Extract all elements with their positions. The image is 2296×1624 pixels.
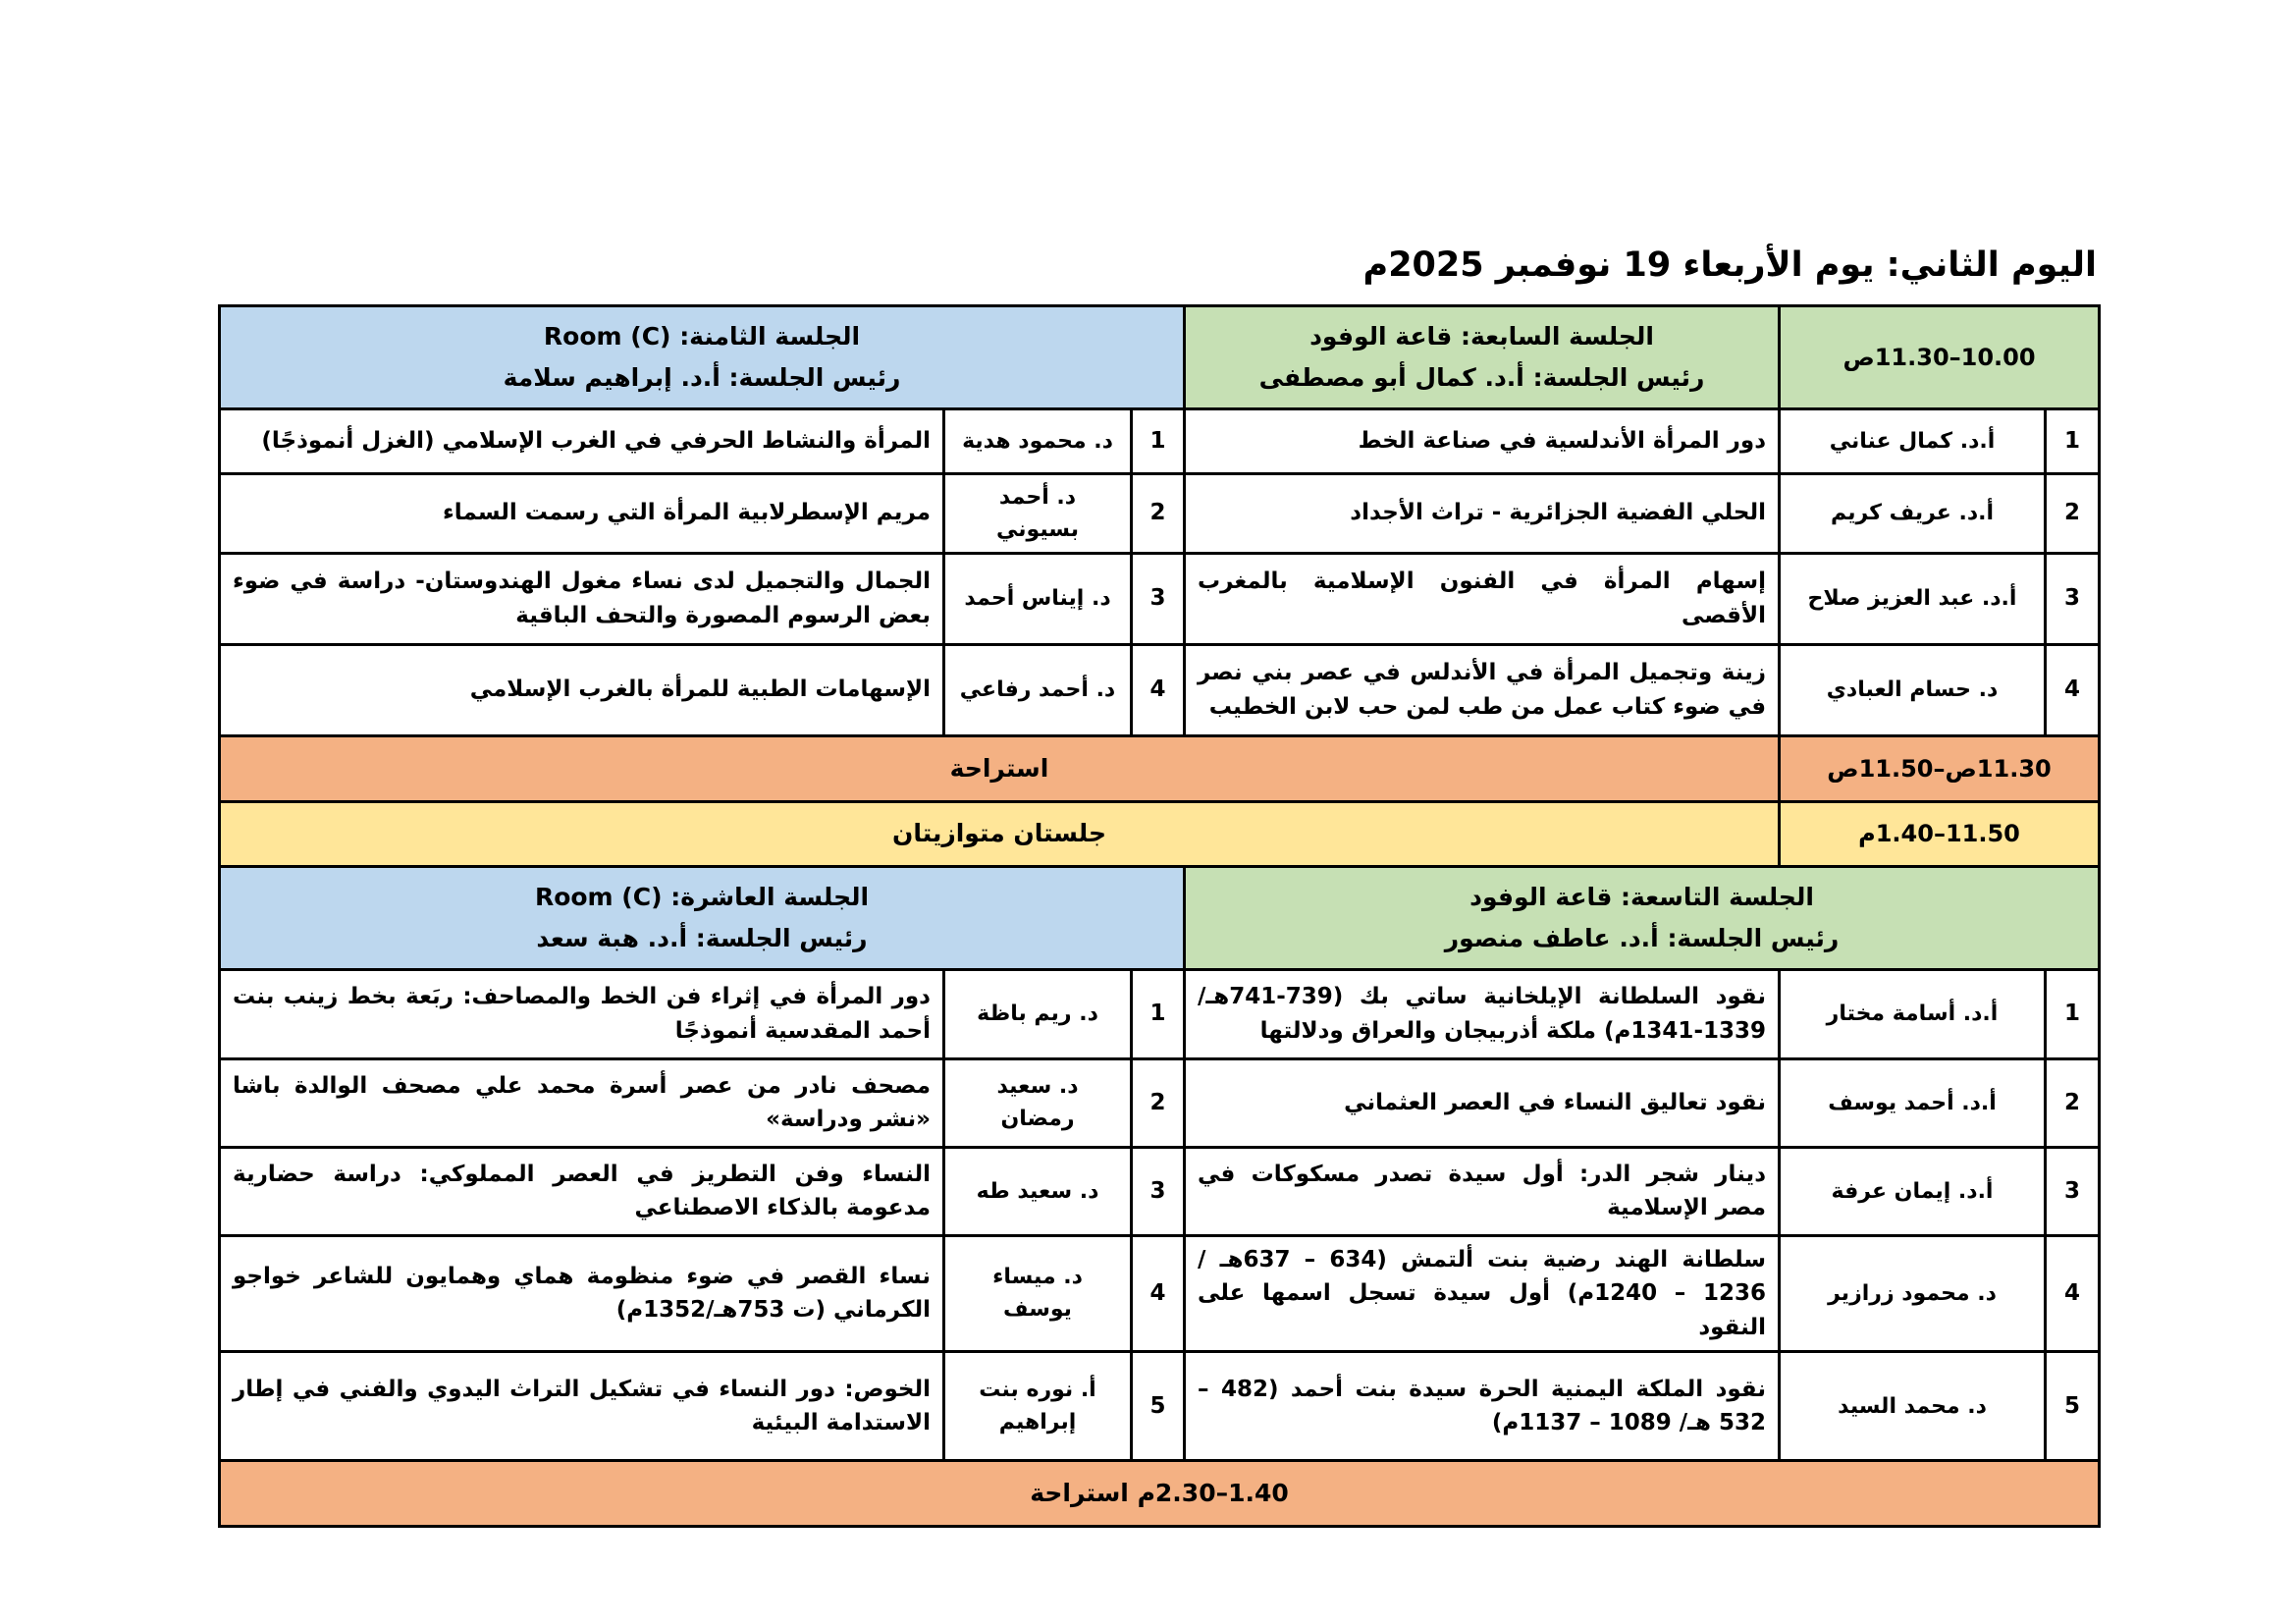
schedule-row bbox=[221, 971, 2098, 1060]
row-number: 1 bbox=[2044, 410, 2098, 472]
session-7-header bbox=[1183, 307, 1778, 407]
schedule-row bbox=[221, 555, 2098, 646]
speaker-name: د. محمود هدية bbox=[942, 410, 1130, 472]
paper-title: نقود السلطانة الإيلخانية ساتي بك (739-741هـ/ 1339-1341م) ملكة أذربيجان والعراق ودلالتها bbox=[1183, 971, 1778, 1057]
paper-title: مصحف نادر من عصر أسرة محمد علي مصحف الوالدة باشا «نشر ودراسة» bbox=[233, 1072, 931, 1132]
schedule-row bbox=[221, 410, 2098, 475]
schedule-row bbox=[221, 1149, 2098, 1237]
speaker-name: أ.د. كمال عناني bbox=[1778, 410, 2044, 472]
speaker-name: د. إيناس أحمد bbox=[942, 555, 1130, 643]
speaker-name: أ.د. إيمان عرفة bbox=[1778, 1149, 2044, 1234]
speaker-name: د. محمود زرازير bbox=[1778, 1237, 2044, 1351]
break-row-2 bbox=[221, 1462, 2098, 1525]
page-title: اليوم الثاني: يوم الأربعاء 19 نوفمبر 2025م bbox=[1362, 245, 2097, 285]
speaker-name: أ.د. عبد العزيز صلاح bbox=[1778, 555, 2044, 643]
row-number: 3 bbox=[2044, 1149, 2098, 1234]
row-number: 2 bbox=[1130, 1060, 1183, 1146]
paper-title: إسهام المرأة في الفنون الإسلامية بالمغرب الأقصى bbox=[1183, 555, 1778, 643]
speaker-name: د. أحمد رفاعي bbox=[942, 646, 1130, 734]
paper-title: نقود الملكة اليمنية الحرة سيدة بنت أحمد (482 – 532 هـ/ 1089 – 1137م) bbox=[1183, 1353, 1778, 1459]
session-10-title: الجلسة العاشرة: Room (C) bbox=[534, 882, 870, 911]
session-7-title: الجلسة السابعة: قاعة الوفود bbox=[1309, 321, 1654, 351]
paper-title: النساء وفن التطريز في العصر المملوكي: دراسة حضارية مدعومة بالذكاء الاصطناعي bbox=[233, 1161, 931, 1220]
row-number: 2 bbox=[2044, 1060, 2098, 1146]
row-number: 4 bbox=[1130, 646, 1183, 734]
session-7-chair: رئيس الجلسة: أ.د. كمال أبو مصطفى bbox=[1258, 363, 1705, 392]
break-2-label: 1.40–2.30م استراحة bbox=[221, 1462, 2098, 1525]
speaker-name: د. سعيد رمضان bbox=[942, 1060, 1130, 1146]
row-number: 3 bbox=[1130, 1149, 1183, 1234]
paper-title: نقود تعاليق النساء في العصر العثماني bbox=[1183, 1060, 1778, 1146]
speaker-name: أ.د. عريف كريم bbox=[1778, 475, 2044, 552]
paper-title: الجمال والتجميل لدى نساء مغول الهندوستان- دراسة في ضوء بعض الرسوم المصورة والتحف الباقية bbox=[233, 568, 931, 628]
parallel-sessions-row bbox=[221, 803, 2098, 868]
speaker-name: د. محمد السيد bbox=[1778, 1353, 2044, 1459]
schedule-table bbox=[218, 304, 2101, 1529]
row-number: 2 bbox=[1130, 475, 1183, 552]
row-number: 2 bbox=[2044, 475, 2098, 552]
row-number: 3 bbox=[1130, 555, 1183, 643]
row-number: 3 bbox=[2044, 555, 2098, 643]
time-cell-morning: 10.00–11.30ص bbox=[1778, 307, 2098, 407]
session-10-header bbox=[221, 868, 1183, 968]
row-number: 4 bbox=[2044, 646, 2098, 734]
session-9-title: الجلسة التاسعة: قاعة الوفود bbox=[1469, 882, 1814, 911]
break-row-1 bbox=[221, 737, 2098, 803]
session-9-header bbox=[1183, 868, 2098, 968]
paper-title: سلطانة الهند رضية بنت ألتمش (634 – 637هـ / 1236 – 1240م) أول سيدة تسجل اسمها على النقود bbox=[1183, 1237, 1778, 1351]
paper-title: الإسهامات الطبية للمرأة بالغرب الإسلامي bbox=[469, 677, 931, 703]
session-8-title: الجلسة الثامنة: Room (C) bbox=[543, 321, 861, 351]
row-number: 1 bbox=[1130, 410, 1183, 472]
paper-title: الخوص: دور النساء في تشكيل التراث اليدوي والفني في إطار الاستدامة البيئية bbox=[233, 1376, 931, 1435]
paper-title: زينة وتجميل المرأة في الأندلس في عصر بني نصر في ضوء كتاب عمل من طب لمن حب لابن الخطيب bbox=[1183, 646, 1778, 734]
speaker-name: أ.د. أحمد يوسف bbox=[1778, 1060, 2044, 1146]
row-number: 4 bbox=[1130, 1237, 1183, 1351]
row-number: 5 bbox=[2044, 1353, 2098, 1459]
schedule-row bbox=[221, 646, 2098, 737]
paper-title: نساء القصر في ضوء منظومة هماي وهمايون للشاعر خواجو الكرماني (ت 753هـ/1352م) bbox=[233, 1263, 931, 1324]
paper-title: دور المرأة الأندلسية في صناعة الخط bbox=[1183, 410, 1778, 472]
speaker-name: أ. نوره بنت إبراهيم bbox=[942, 1353, 1130, 1459]
session-8-header bbox=[221, 307, 1183, 407]
row-number: 1 bbox=[1130, 971, 1183, 1057]
paper-title: الحلي الفضية الجزائرية - تراث الأجداد bbox=[1183, 475, 1778, 552]
speaker-name: د. ريم باظة bbox=[942, 971, 1130, 1057]
paper-title: المرأة والنشاط الحرفي في الغرب الإسلامي (الغزل أنموذجًا) bbox=[261, 427, 931, 454]
schedule-row bbox=[221, 475, 2098, 555]
document-content bbox=[224, 244, 2101, 1528]
header-row-section-2 bbox=[221, 868, 2098, 971]
paper-title: مريم الإسطرلابية المرأة التي رسمت السماء bbox=[443, 500, 931, 526]
speaker-name: أ.د. أسامة مختار bbox=[1778, 971, 2044, 1057]
break-label: استراحة bbox=[221, 737, 1778, 800]
parallel-time-cell: 11.50–1.40م bbox=[1778, 803, 2098, 865]
session-10-chair: رئيس الجلسة: أ.د. هبة سعد bbox=[536, 924, 868, 952]
session-8-chair: رئيس الجلسة: أ.د. إبراهيم سلامة bbox=[503, 363, 901, 392]
schedule-row bbox=[221, 1353, 2098, 1462]
schedule-row bbox=[221, 1060, 2098, 1149]
paper-title: دينار شجر الدر: أول سيدة تصدر مسكوكات في مصر الإسلامية bbox=[1183, 1149, 1778, 1234]
schedule-row bbox=[221, 1237, 2098, 1354]
speaker-name: د. ميساء يوسف bbox=[942, 1237, 1130, 1351]
row-number: 1 bbox=[2044, 971, 2098, 1057]
header-row-section-1 bbox=[221, 307, 2098, 410]
session-9-chair: رئيس الجلسة: أ.د. عاطف منصور bbox=[1444, 924, 1840, 952]
paper-title: دور المرأة في إثراء فن الخط والمصاحف: ربَعة بخط زينب بنت أحمد المقدسية أنموذجًا bbox=[233, 984, 931, 1044]
row-number: 4 bbox=[2044, 1237, 2098, 1351]
speaker-name: د. حسام العبادي bbox=[1778, 646, 2044, 734]
speaker-name: د. سعيد طه bbox=[942, 1149, 1130, 1234]
row-number: 5 bbox=[1130, 1353, 1183, 1459]
speaker-name: د. أحمد بسيوني bbox=[942, 475, 1130, 552]
parallel-label: جلستان متوازيتان bbox=[221, 803, 1778, 865]
break-time-cell: 11.30ص–11.50ص bbox=[1778, 737, 2098, 800]
